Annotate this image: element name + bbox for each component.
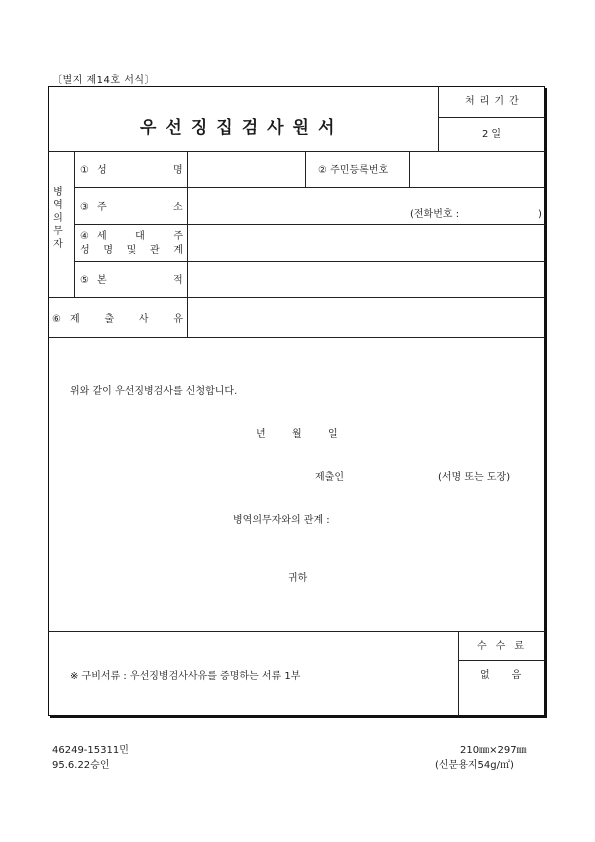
reason-number: ⑥ [52,314,61,325]
paper-spec: (신문용지54g/㎡) [435,760,514,771]
householder-number: ④ [80,231,89,242]
address-number: ③ [80,202,89,213]
fee-box-divider [458,631,459,716]
householder-char: 주 [173,231,183,242]
date-year-label: 년 [256,429,266,440]
row-divider-domicile [48,297,545,298]
name-field[interactable] [189,153,303,185]
rrn-field[interactable] [411,153,543,185]
paper-size: 210㎜×297㎜ [460,745,527,756]
processing-box-split [438,117,545,118]
bottom-section-divider [48,631,545,632]
householder-char: 및 [126,245,137,256]
reason-char: 사 [138,314,149,325]
processing-period-value: 2일 [482,129,505,140]
signature-note: (서명 또는 도장) [438,472,511,483]
relation-label: 병역의무자와의 관계 : [233,515,330,526]
date-month-label: 월 [292,429,302,440]
application-statement: 위와 같이 우선징병검사를 신청합니다. [70,386,238,397]
householder-field[interactable] [189,226,543,259]
domicile-number: ⑤ [80,275,89,286]
processing-period-label: 처리기간 [465,96,524,107]
reason-char: 제 [70,314,80,325]
rrn-label: ② 주민등록번호 [318,165,389,176]
householder-label-line2 [80,246,183,256]
domicile-label-a: 본 [97,275,107,286]
section-label-text: 병 역 의 무 자 [53,187,63,250]
reason-char: 출 [104,314,115,325]
required-documents-note: ※ 구비서류 : 우선징병검사사유를 증명하는 서류 1부 [70,671,301,682]
fee-label: 수수료 [477,641,533,652]
householder-char: 성 [80,245,90,256]
name-label-b: 명 [173,165,183,176]
reason-label [70,315,183,325]
phone-label: (전화번호 : [410,209,460,220]
row-divider-address [74,224,545,225]
row-divider-name [74,187,545,188]
name-number: ① [80,165,89,176]
form-title: 우선징집검사원서 [140,118,344,138]
householder-char: 계 [173,245,183,256]
reason-char: 유 [173,314,183,325]
phone-close-paren: ) [538,209,542,220]
label-column-divider [187,151,188,337]
householder-char: 세 [97,231,107,242]
form-code: 46249-15311민 [52,745,129,756]
title-row-divider [48,151,545,152]
householder-char: 관 [149,245,160,256]
addressee: 귀하 [288,573,308,584]
rrn-divider-left [305,151,306,187]
address-label-b: 소 [173,202,183,213]
approval-date: 95.6.22승인 [52,760,110,771]
processing-box-divider [438,86,439,151]
domicile-label-b: 적 [173,275,183,286]
address-label-a: 주 [97,202,107,213]
fee-box-split [458,660,545,661]
date-day-label: 일 [328,429,338,440]
name-label-a: 성 [97,165,107,176]
fee-value: 없음 [480,670,544,681]
section-label-military-service-obligor [52,186,64,251]
applicant-label: 제출인 [315,472,344,483]
row-divider-reason [48,337,545,338]
address-field[interactable] [189,189,543,222]
form-reference: 〔별지 제14호 서식〕 [52,75,156,86]
householder-label-line1 [97,232,183,242]
householder-char: 대 [135,231,145,242]
domicile-field[interactable] [189,263,543,295]
rrn-divider-right [409,151,410,187]
row-divider-householder [74,261,545,262]
householder-char: 명 [103,245,113,256]
reason-field[interactable] [189,299,543,335]
